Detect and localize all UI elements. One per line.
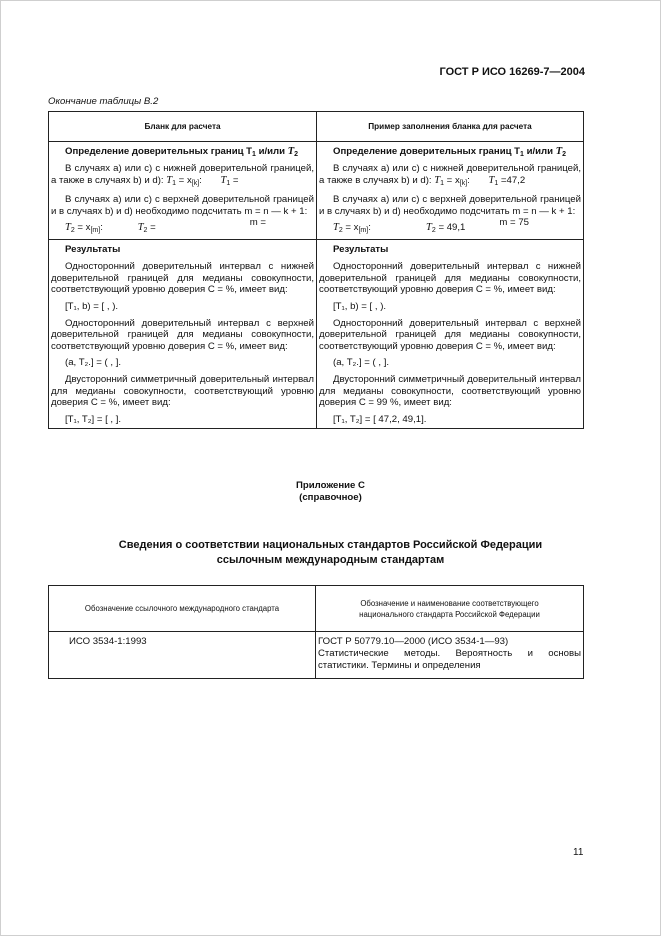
right-t2-line: $T_2 = x_{[m]}$: $T_2 = 49,1$ bbox=[333, 222, 466, 234]
t2-header-right: Обозначение и наименование соответствующего национального стандарта Российской Федерации bbox=[316, 586, 584, 632]
left-section-title: Определение доверительных границ $T_1$ и/или $T_2$ bbox=[65, 146, 299, 158]
right-upper-bound-paragraph: В случаях а) или с) с верхней доверительной границей и в случаях b) и d) необходимо подсчитать m = n — k + 1: m = 75 bbox=[319, 194, 581, 228]
document-header: ГОСТ Р ИСО 16269-7—2004 bbox=[439, 66, 585, 78]
right-results-cell bbox=[317, 240, 584, 429]
left-result-1: Односторонний доверительный интервал с нижней доверительной границей для медианы совокупности, соответствующий уровню доверия C = %, имеет вид: bbox=[51, 261, 314, 295]
appendix-title: Приложение С bbox=[296, 480, 365, 491]
right-results-title: Результаты bbox=[333, 244, 389, 255]
calculation-form-table bbox=[48, 111, 584, 429]
appendix-heading-line-2: ссылочным международным стандартам bbox=[216, 554, 445, 566]
right-result-3: Двусторонний симметричный доверительный интервал для медианы совокупности, соответствующий уровню доверия C = 99 %, имеет вид: bbox=[319, 374, 581, 408]
appendix-heading-line-1: Сведения о соответствии национальных стандартов Российской Федерации bbox=[118, 539, 543, 551]
left-results-cell bbox=[49, 240, 317, 429]
left-result-1-formula: [T₁, b) = [ , ). bbox=[65, 300, 119, 312]
table-caption: Окончание таблицы В.2 bbox=[48, 96, 159, 107]
col-left-header: Бланк для расчета bbox=[49, 112, 317, 142]
left-upper-bound-paragraph: В случаях а) или с) с верхней доверительной границей и в случаях b) и d) необходимо подсчитать m = n — k + 1: m = bbox=[51, 194, 314, 228]
left-lower-bound-paragraph: В случаях а) или с) с нижней доверительной границей, а также в случаях b) и d): $T_1 = x_{[k]}$: $T_1$ = bbox=[51, 163, 314, 187]
left-result-2: Односторонний доверительный интервал с верхней доверительной границей для медианы совокупности, соответствующий уровню доверия C = %, имеет вид: bbox=[51, 317, 314, 352]
right-result-1: Односторонний доверительный интервал с нижней доверительной границей для медианы совокупности, соответствующий уровню доверия C = %, имеет вид: bbox=[319, 261, 581, 295]
left-result-2-formula: (a, T₂.] = ( , ]. bbox=[65, 357, 122, 368]
left-t2-line: $T_2 = x_{[m]}$: $T_2$ = bbox=[65, 222, 156, 234]
t2-header-left: Обозначение ссылочного международного стандарта bbox=[49, 586, 316, 632]
appendix-subtitle: (справочное) bbox=[299, 492, 362, 503]
right-result-2-formula: (a, T₂.] = ( , ]. bbox=[333, 357, 390, 368]
left-definition-cell bbox=[49, 142, 317, 240]
right-result-3-formula: [T₁, T₂] = [ 47,2, 49,1]. bbox=[333, 413, 427, 425]
t2-row-international-standard: ИСО 3534-1:1993 bbox=[49, 632, 316, 679]
left-result-3-formula: [T₁, T₂] = [ , ]. bbox=[65, 413, 122, 425]
right-result-2: Односторонний доверительный интервал с верхней доверительной границей для медианы совокупности, соответствующий уровню доверия C = %, имеет вид: bbox=[319, 317, 581, 352]
right-definition-cell bbox=[317, 142, 584, 240]
page-number: 11 bbox=[573, 847, 584, 858]
col-right-header: Пример заполнения бланка для расчета bbox=[317, 112, 584, 142]
left-results-title: Результаты bbox=[65, 244, 121, 255]
right-result-1-formula: [T₁, b) = [ , ). bbox=[333, 300, 387, 312]
t2-row-national-standard: ГОСТ Р 50779.10—2000 (ИСО 3534-1—93) Статистические методы. Вероятность и основы статистики. Термины и определения bbox=[316, 632, 584, 679]
standards-correspondence-table bbox=[48, 585, 584, 679]
right-section-title: Определение доверительных границ $T_1$ и/или $T_2$ bbox=[333, 146, 567, 158]
right-lower-bound-paragraph: В случаях а) или с) с нижней доверительной границей, а также в случаях b) и d): $T_1 = x_{[k]}$: $T_1 =47,2$ bbox=[319, 163, 581, 187]
left-result-3: Двусторонний симметричный доверительный интервал для медианы совокупности, соответствующий уровню доверия C = %, имеет вид: bbox=[51, 374, 314, 408]
